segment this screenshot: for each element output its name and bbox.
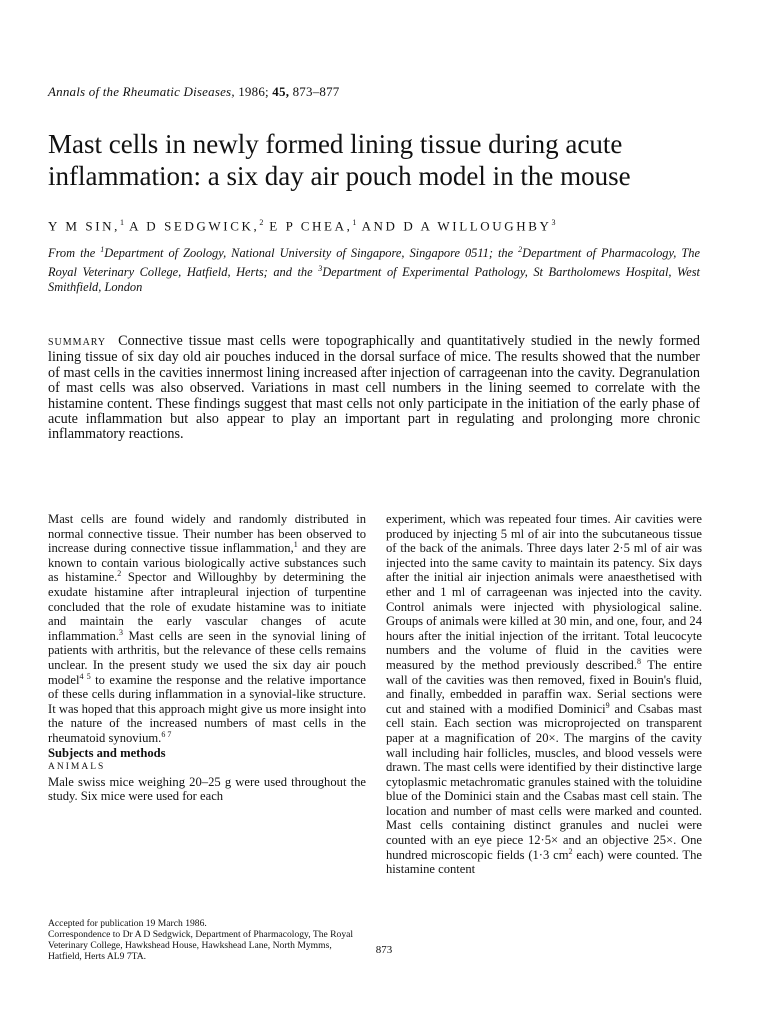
intro-text-1: Mast cells are found widely and randomly distributed in normal connective tissue. Their number has been observed to increase during connective tissue inflammation, xyxy=(48,512,366,556)
author-3: E P CHEA, xyxy=(269,218,353,234)
summary-text: Connective tissue mast cells were topographically and quantitatively studied in the newly formed lining tissue of six day old air pouches induced in the dorsal surface of mice. The results showed that the number of mast cells in the cavities innermost lining increased after injection of carrageenan into the cavity. Degranulation of mast cells was also observed. Variations in mast cell numbers in the lining seemed to correlate with the histamine content. These findings suggest that mast cells not only participate in the initiation of the early phase of acute inflammation but also appear to play an important part in regulating and prolonging more chronic inflammatory reactions. xyxy=(48,333,700,443)
methods-paragraph xyxy=(386,512,702,877)
ref-4-5: 4 5 xyxy=(79,671,91,681)
journal-pages: 873–877 xyxy=(292,84,340,99)
affil-sup-2: 2 xyxy=(518,245,523,254)
affil-text-3: Department of Pharmacology, The Royal Veterinary College, Hatfield, Herts; and the xyxy=(48,246,700,280)
animals-paragraph: Male swiss mice weighing 20–25 g were used throughout the study. Six mice were used for each xyxy=(48,774,366,804)
ref-3: 3 xyxy=(119,627,123,637)
journal-year: 1986; xyxy=(238,84,269,99)
affiliations xyxy=(48,242,700,295)
page-number: 873 xyxy=(375,944,393,956)
intro-text-2: and they are known to contain various biologically active substances such as histamine. xyxy=(48,541,366,585)
methods-text-1: experiment, which was repeated four times. Air cavities were produced by injecting 5 ml of air into the subcutaneous tissue of the back of the animals. Three days later 2·5 ml of air was injected into the same cavity to maintain its patency. Six days after the initial air injection animals were anaesthetised with ether and 1 ml of carrageenan was injected into the cavity. Control animals were injected with physiological saline. Groups of animals were killed at 30 min, and one, four, and 24 hours after the initial injection of the irritant. Total leucocyte numbers and the volume of fluid in the cavities were measured by the method previously described. xyxy=(386,512,703,672)
affil-sup-3: 3 xyxy=(318,264,323,274)
left-column xyxy=(48,512,366,804)
author-1-affil: 1 xyxy=(119,218,124,227)
affil-sup-1: 1 xyxy=(100,245,105,254)
right-column xyxy=(386,512,702,877)
summary-abstract xyxy=(48,334,700,443)
affil-text-1: From the xyxy=(48,246,101,261)
unit-squared: 2 xyxy=(568,846,573,856)
ref-9: 9 xyxy=(605,700,610,710)
summary-label: SUMMARY xyxy=(48,337,107,348)
author-2-affil: 2 xyxy=(259,218,264,227)
correspondence-note: Correspondence to Dr A D Sedgwick, Department of Pharmacology, The Royal Veterinary College, Hawkshead House, Hawkshead Lane, North Mymms, Hatfield, Herts AL9 7TA. xyxy=(48,929,354,962)
author-2: A D SEDGWICK, xyxy=(129,218,260,234)
author-4: D A WILLOUGHBY xyxy=(403,218,552,234)
intro-text-4: Mast cells are seen in the synovial lining of patients with arthritis, but the relevance of these cells remains unclear. In the present study we used the six day air pouch model xyxy=(48,628,366,687)
ref-8: 8 xyxy=(637,656,641,666)
affil-text-4: Department of Experimental Pathology, St Bartholomews Hospital, West Smithfield, London xyxy=(48,265,700,295)
author-4-affil: 3 xyxy=(551,218,556,227)
intro-text-3: Spector and Willoughby by determining the exudate histamine after intrapleural injection of turpentine concluded that the role of exudate histamine was to initiate and maintain the early vascular changes of acute inflammation. xyxy=(48,570,366,643)
ref-2: 2 xyxy=(117,569,122,579)
intro-text-5: to examine the response and the relative importance of these cells during inflammation in a synovial-like structure. It was hoped that this approach might give us more insight into the nature of the increased numbers of mast cells in the rheumatoid synovium. xyxy=(48,672,366,745)
journal-name: Annals of the Rheumatic Diseases, xyxy=(48,84,235,99)
methods-text-2: The entire wall of the cavities was then removed, fixed in Bouin's fluid, and finally, embedded in paraffin wax. Serial sections were cut and stained with a modified Dominici xyxy=(386,657,702,716)
accepted-note: Accepted for publication 19 March 1986. xyxy=(48,918,207,929)
journal-citation xyxy=(48,84,340,100)
section-heading: Subjects and methods xyxy=(48,745,166,760)
methods-text-3: and Csabas mast cell stain. Each section was microprojected on transparent paper at a magnification of 20×. The margins of the cavity wall including hair follicles, muscles, and blood vessels were drawn. The mast cells were identified by their distinctive large cytoplasmic metachromatic granules stained with the toluidine blue of the Dominici stain and the Csabas mast cell stain. The location and number of mast cells were marked and counted. Mast cells containing distinct granules and nuclei were counted with an eye piece 12·5× and an objective 25×. One hundred microscopic fields (1·3 cm xyxy=(386,701,702,862)
methods-text-4: each) were counted. The histamine content xyxy=(386,847,702,877)
journal-volume: 45, xyxy=(272,84,290,99)
subsection-heading: ANIMALS xyxy=(48,762,106,773)
author-1: Y M SIN, xyxy=(48,218,120,234)
article-title: Mast cells in newly formed lining tissue during acute inflammation: a six day air pouch model in the mouse xyxy=(48,129,631,191)
author-list xyxy=(48,218,556,234)
ref-6-7: 6 7 xyxy=(161,729,172,739)
author-3-affil: 1 xyxy=(352,218,357,227)
intro-paragraph xyxy=(48,512,366,746)
affil-text-2: Department of Zoology, National University of Singapore, Singapore 0511; the xyxy=(104,246,519,261)
author-and: AND xyxy=(361,218,398,234)
ref-1: 1 xyxy=(293,540,298,549)
